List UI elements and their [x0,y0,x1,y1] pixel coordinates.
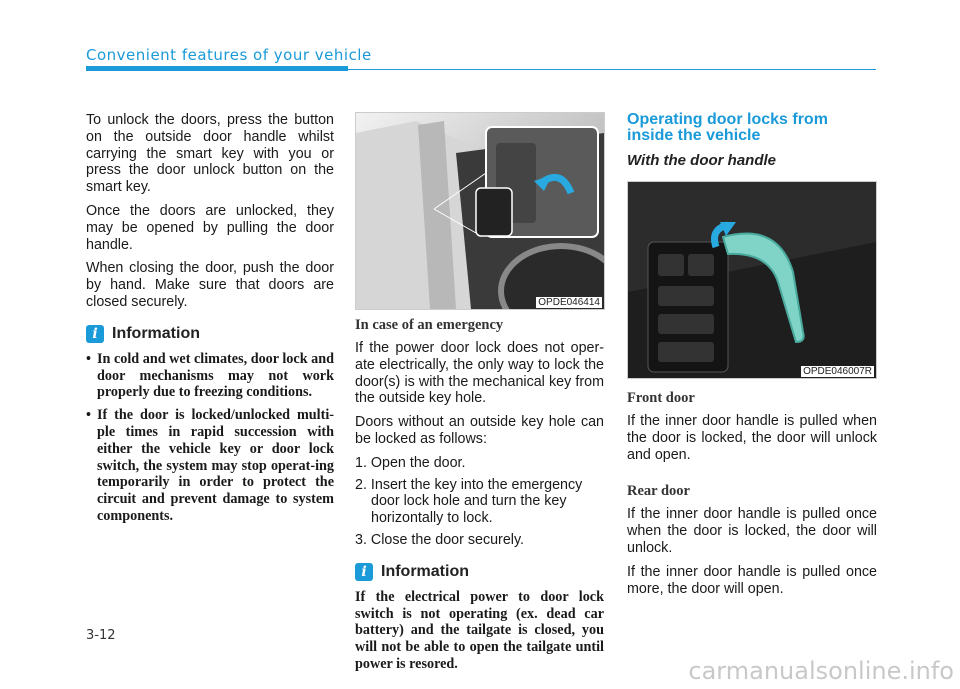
information-list [86,351,334,525]
paragraph-rear-door-open: If the inner door handle is pulled once more, the door will open. [627,563,877,597]
section-title: Operating door locks from inside the vehicle [627,111,828,144]
front-door-heading: Front door [627,390,695,406]
paragraph-unlock-doors: To unlock the doors, press the button on the outside door handle whilst carrying the smart key with you or press the door unlock button on the smart key. [86,112,334,196]
column-right [627,112,877,604]
image-code: OPDE046007R [803,366,872,377]
paragraph-emergency: If the power door lock does not oper-ate electrically, the only way to lock the door(s) is with the mechanical key from the outside key hole. [355,340,604,407]
paragraph-rear-door-unlock: If the inner door handle is pulled once when the door is locked, the door will unlock. [627,506,877,556]
list-item: • If the door is locked/unlocked multi-ple times in rapid succession with either the vehicle key or door lock switch, the system may stop operat-ing temporarily in order to protect the circuit and prevent damage to system components. [86,407,334,525]
door-key-hole-photo [355,112,605,310]
section-subtitle: With the door handle [627,152,777,169]
header-accent-bar [86,66,348,71]
section-header-title: Convenient features of your vehicle [86,46,372,64]
inner-door-handle-photo [627,181,877,379]
info-icon: i [86,325,104,343]
watermark: carmanualsonline.info [688,657,954,685]
information-title: Information [112,324,200,342]
column-left [86,112,334,531]
emergency-heading: In case of an emergency [355,317,504,333]
list-item: 1. Open the door. [355,454,466,471]
info-icon: i [355,563,373,581]
column-middle [355,112,604,680]
list-item: 2. Insert the key into the emergency door lock hole and turn the key horizontally to lock. [355,476,583,527]
lock-steps-list [355,455,604,549]
information-text: If the electrical power to door lock switch is not operating (ex. dead car battery) and the tailgate is closed, you will not be able to open the tailgate until power is resored. [355,588,604,672]
list-item: 3. Close the door securely. [355,531,525,548]
paragraph-front-door: If the inner door handle is pulled when the door is locked, the door will unlock and open. [627,413,877,463]
rear-door-heading: Rear door [627,483,690,500]
information-title: Information [381,562,469,580]
information-header [355,563,604,581]
header-rule [348,69,876,70]
door-handle-illustration [628,182,876,378]
paragraph-close-doors: When closing the door, push the door by hand. Make sure that doors are closed securely. [86,260,334,310]
list-item: • In cold and wet climates, door lock and door mechanisms may not work properly due to freezing conditions. [86,351,334,401]
car-door-illustration [356,113,604,309]
page-number: 3-12 [86,628,116,643]
image-code: OPDE046414 [538,297,600,308]
paragraph-open-doors: Once the doors are unlocked, they may be opened by pulling the door handle. [86,202,334,253]
paragraph-no-keyhole: Doors without an outside key hole can be locked as follows: [355,414,604,447]
information-header [86,325,334,343]
